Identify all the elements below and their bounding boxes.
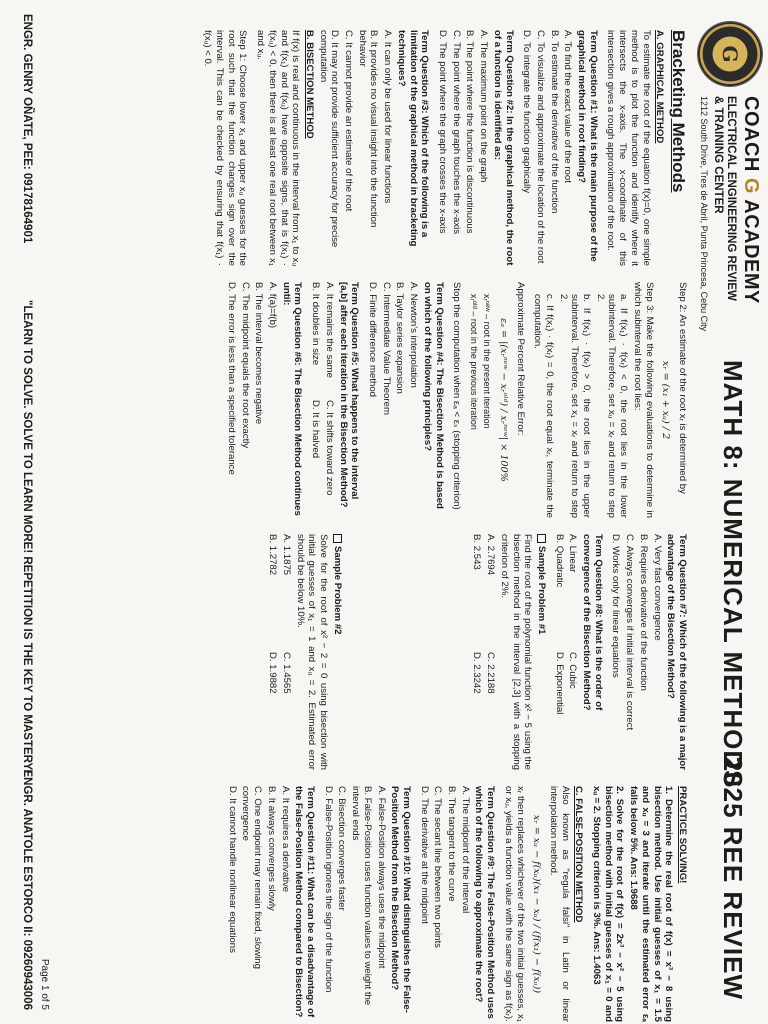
term-question-7: Term Question #7: Which of the following is a major advantage of the Bisection Method? [665, 534, 688, 770]
tq8-options-row [567, 534, 579, 770]
subtitle-1: ELECTRICAL ENGINEERING REVIEW [725, 96, 737, 301]
approx-error-label: Approximate Percent Relative Error: [514, 282, 526, 436]
sp1-option: D. 2.3242 [471, 652, 483, 694]
bisection-step-3: Step 3: Make the following evaluations to determine in which subinterval the root lies: [631, 282, 655, 518]
sample-problem-1-text: Find the root of the polynomial function x² − 5 using the bisection method in the interval [2,3] with a stopping criterion of 2%. [498, 534, 534, 770]
checkbox-icon [333, 534, 342, 543]
term-question-1: Term Question #1: What is the main purpose of the graphical method in root finding? [576, 30, 599, 262]
graphical-text: To estimate the root of the equation f(x)=0, one simple method is to plot the function and identify where it intersects the x-axis. The x-coordinate of this intersection gives a rough approximation of the root. [605, 30, 652, 266]
tq6-option: A. f(a)=f(b) [267, 282, 279, 329]
sp2-option: A. 1.1875 [280, 534, 292, 576]
tq2-option: B. The point where the function is discontinuous [464, 30, 476, 234]
tq11-option: A. It requires a derivative [279, 786, 291, 893]
tq9-option: D. The derivative at the midpoint [418, 786, 430, 924]
step-3-item: a. If f(x₁) · f(xᵣ) < 0, the root lies in the lower subinterval. Therefore, set xᵤ = xᵣ and return to step 2. [594, 294, 630, 518]
tq3-option: A. It can only be used for linear functions [382, 30, 394, 204]
bisection-step-2: Step 2: An estimate of the root xᵣ is determined by [677, 282, 688, 494]
tq10-option: B. False-Position uses function values to weight the interval ends [350, 786, 373, 1006]
midpoint-formula: xᵣ = (x₁ + xᵤ) / 2 [660, 360, 672, 440]
term-question-11: Term Question #11: What can be a disadvantage of the False-Position Method compared to Bisection? [293, 786, 317, 1018]
sp1-option: B. 2.543 [471, 534, 483, 570]
tq10-option: C. Bisection converges faster [336, 786, 348, 911]
tq8-option: B. Quadratic [553, 534, 565, 588]
tq8-option: A. Linear [567, 534, 579, 573]
logo-letter: G [718, 45, 742, 63]
column-3 [265, 534, 688, 770]
sp2-option: C. 1.4565 [280, 652, 292, 694]
course-title: MATH 8: NUMERICAL METHODS [718, 360, 748, 789]
sp2-options-row [267, 534, 279, 770]
address: 1212 South Drive, Tres de Abril, Punta Princesa, Cebu City [699, 96, 709, 332]
tq11-option: C. One endpoint may remain fixed, slowing convergence [240, 786, 264, 969]
sp2-option: D. 1.9882 [267, 652, 279, 694]
tq5-option: C. It shifts toward zero [323, 400, 335, 496]
tq2-option: A. The maximum point on the graph [478, 30, 490, 183]
tq1-option: D. To integrate the function graphically [521, 30, 533, 194]
tq4-option: D. Finite difference method [367, 282, 378, 398]
new-root-definition: xᵣⁿᵉʷ – root in the present iteration [482, 294, 493, 429]
tq2-option: C. The point where the graph touches the x-axis [450, 30, 462, 235]
tq6-option: D. The error is less than a specified tolerance [225, 282, 237, 475]
tq11-option: D. It cannot handle nonlinear equations [226, 786, 238, 953]
tq6-option: B. The interval becomes negative [253, 282, 265, 425]
brand-post: ACADEMY [740, 193, 762, 304]
academy-logo [698, 22, 762, 86]
bisection-heading: B. BISECTION METHOD [303, 30, 315, 139]
sp2-options-row [280, 534, 292, 770]
sp1-option: C. 2.2188 [485, 652, 497, 694]
tq9-option: A. The midpoint of the interval [459, 786, 471, 914]
false-position-note: xᵣ then replaces whichever of the two initial guesses, x₁ or xᵤ, yields a function value with the same sign as f(xᵣ). [502, 786, 526, 1022]
term-question-9: Term Question #9: The False-Position Method uses which of the following to approximate the root? [473, 786, 497, 1019]
practice-heading: PRACTICE SOLVING! [677, 786, 688, 884]
graphical-heading: A. GRAPHICAL METHOD [654, 30, 666, 144]
false-position-formula: xᵣ = xᵤ − f(xᵤ)(x₁ − xᵤ) / (f(x₁) − f(xᵤ)) [531, 814, 543, 994]
term-question-4: Term Question #4: The Bisection Method is based on which of the following principles? [421, 282, 445, 509]
tq7-option: C. Always converges if initial interval is correct [624, 534, 636, 731]
tq5-options-row [309, 282, 321, 518]
step-3-item: b. If f(x₁) · f(xᵣ) > 0, the root lies in the upper subinterval. Therefore, set x₁ = xᵣ and return to step 2. [557, 294, 593, 518]
tq8-option: C. Cubic [567, 652, 579, 689]
tq4-option: A. Newton's interpolation [408, 282, 420, 388]
sample-problem-2-text: Solve for the root of x² − 2 = 0 using bisection with initial guesses of x₁ = 1 and xᵤ = 2. Estimated error should be below 10%. [294, 534, 330, 770]
workspace [349, 534, 469, 770]
tq8-option: D. Exponential [553, 652, 565, 715]
brand-g: G [740, 177, 762, 194]
term-question-8: Term Question #8: What is the order of convergence of the Bisection Method? [581, 534, 604, 711]
brand-pre: COACH [740, 96, 762, 178]
term-question-6: Term Question #6: The Bisection Method continues until: [280, 282, 304, 516]
tq4-option: B. Taylor series expansion [394, 282, 406, 394]
tq10-option: A. False-Position always uses the midpoint [375, 786, 387, 969]
tq1-option: B. To estimate the derivative of the function [548, 30, 560, 214]
tq5-options-row [323, 282, 335, 518]
sample-problem-1-heading [535, 534, 547, 770]
page-header [692, 0, 768, 1024]
term-question-2: Term Question #2: In the graphical method, the root of a function is identified as: [491, 30, 515, 266]
term-question-3: Term Question #3: Which of the following is a limitation of the graphical method in bracketing techniques? [395, 30, 431, 247]
column-4 [224, 786, 688, 1022]
tq1-option: A. To find the exact value of the root [562, 30, 574, 183]
tq5-option: D. It is halved [310, 400, 322, 459]
tq3-option: B. It provides no visual insight into the function behavior [356, 30, 380, 228]
tq9-option: C. The secant line between two points [432, 786, 444, 948]
section-title: Bracketing Methods [669, 30, 688, 193]
stopping-criterion: Stop the computation when εₐ < εₛ (stopping criterion) [451, 282, 463, 510]
tq10-option: D. False-Position ignores the sign of the function [322, 786, 334, 993]
term-question-10: Term Question #10: What distinguishes the False-Position Method from the Bisection Method? [389, 786, 412, 1013]
column-1 [200, 30, 688, 266]
subtitle-2: & TRAINING CENTER [712, 96, 724, 214]
tq3-option: C. It cannot provide an estimate of the root [343, 30, 355, 212]
term-question-5: Term Question #5: What happens to the interval [a,b] after each iteration in the Bisection Method? [337, 282, 361, 508]
tq7-option: A. Very fast convergence [651, 534, 663, 641]
bisection-step-1: Step 1: Choose lower x₁ and upper xᵤ guesses for the root such that the function changes sign over the interval. This can be checked by ensuring that f(x₁) · f(xᵤ) < 0. [202, 30, 249, 266]
footer-left-contact: ENGR. GENRY OÑATE, PEE: 09178164901 [21, 14, 33, 244]
sp1-options-row [471, 534, 483, 770]
brand-name [739, 96, 762, 304]
sample-problem-1-title: Sample Problem #1 [535, 546, 547, 635]
review-title: 2025 REE REVIEW [718, 756, 748, 1000]
false-position-heading: C. FALSE-POSITION METHOD [573, 786, 585, 923]
sample-problem-2-title: Sample Problem #2 [331, 546, 343, 635]
footer-motto: "LEARN TO SOLVE. SOLVE TO LEARN MORE! REPETITION IS THE KEY TO MASTERY! [21, 300, 33, 775]
false-position-text: Also known as "regula falsi" in Latin or linear interpolation method. [547, 786, 571, 1022]
tq6-option: C. The midpoint equals the root exactly [239, 282, 251, 449]
footer-right-contact: ENGR. ANATOLE ESTORCO II: 09260943006 [21, 769, 33, 1010]
tq1-option: C. To visualize and approximate the location of the root [534, 30, 546, 264]
page-number: Page 1 of 5 [39, 958, 50, 1010]
bisection-text: If f(x) is real and continuous in the interval from x₁ to xᵤ and f(x₁) and f(xᵤ) have opposite signs, that is f(x₁) · f(xᵤ) < 0, then there is at least one real root between x₁ and xᵤ. [255, 30, 302, 266]
tq11-option: B. It always converges slowly [265, 786, 277, 911]
tq2-option: D. The point where the graph crosses the x-axis [437, 30, 449, 234]
practice-item-1: 1. Determine the real root of f(x) = x³ − 8 using bisection method. Use initial guesses of x₁ = 1.5 and xᵤ = 3 and iterate until the estimated error εₐ falls below 5%. Ans: 1.9688 [628, 786, 675, 1022]
checkbox-icon [537, 534, 546, 543]
sp1-option: A. 2.7694 [485, 534, 497, 576]
tq7-option: D. Works only for linear equations [610, 534, 622, 678]
tq3-option: D. It may not provide sufficient accuracy for precise computation [317, 30, 341, 248]
tq8-options-row [553, 534, 565, 770]
tq9-option: B. The tangent to the curve [446, 786, 458, 902]
sample-problem-2-heading [331, 534, 343, 770]
sp1-options-row [484, 534, 496, 770]
tq7-option: B. Requires derivative of the function [637, 534, 649, 691]
sp2-option: B. 1.2782 [267, 534, 279, 576]
step-3-item: c. If f(x₁) · f(xᵣ) = 0, the root equal xᵣ, terminate the computation. [532, 294, 555, 518]
approx-error-formula: εₐ = |(xᵣⁿᵉʷ − xᵣᵒˡᵈ) / xᵣⁿᵉʷ| × 100% [497, 318, 509, 482]
old-root-definition: xᵣᵒˡᵈ – root in the previous iteration [469, 294, 480, 430]
practice-item-2: 2. Solve for the root of f(x) = 2x³ − x² − 5 using bisection method with initial guesses of x₁ = 0 and xᵤ = 2. Stopping criterion is 3%. Ans: 1.4063 [591, 786, 626, 1022]
tq5-option: A. It remains the same [323, 282, 335, 378]
tq4-option: C. Intermediate Value Theorem [380, 282, 392, 415]
tq5-option: B. It doubles in size [310, 282, 322, 366]
column-2 [223, 282, 688, 518]
